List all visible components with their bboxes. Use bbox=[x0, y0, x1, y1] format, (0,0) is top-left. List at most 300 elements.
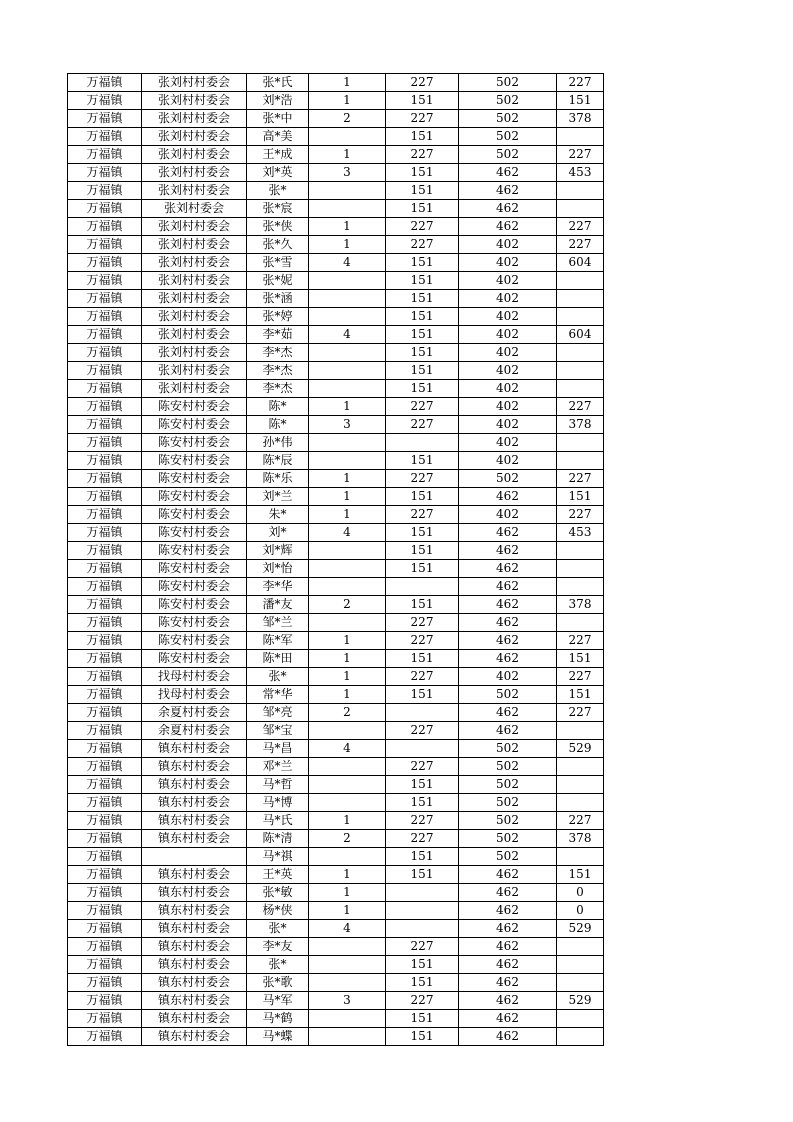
count-cell bbox=[309, 182, 386, 200]
amount-b-cell: 402 bbox=[459, 668, 557, 686]
town-cell: 万福镇 bbox=[68, 398, 142, 416]
amount-a-cell: 151 bbox=[386, 686, 459, 704]
subtotal-cell bbox=[557, 542, 604, 560]
subtotal-cell bbox=[557, 290, 604, 308]
amount-a-cell: 151 bbox=[386, 1028, 459, 1046]
amount-a-cell bbox=[386, 578, 459, 596]
subtotal-cell: 529 bbox=[557, 920, 604, 938]
subtotal-cell: 604 bbox=[557, 326, 604, 344]
amount-b-cell: 502 bbox=[459, 128, 557, 146]
table-row bbox=[68, 308, 604, 326]
name-cell: 张* bbox=[247, 668, 309, 686]
amount-a-cell: 151 bbox=[386, 1010, 459, 1028]
amount-a-cell: 227 bbox=[386, 614, 459, 632]
village-committee-cell: 镇东村村委会 bbox=[142, 1010, 247, 1028]
subtotal-cell bbox=[557, 308, 604, 326]
count-cell: 1 bbox=[309, 866, 386, 884]
village-committee-cell: 镇东村村委会 bbox=[142, 830, 247, 848]
subtotal-cell bbox=[557, 848, 604, 866]
name-cell: 刘*辉 bbox=[247, 542, 309, 560]
count-cell bbox=[309, 956, 386, 974]
amount-b-cell: 462 bbox=[459, 542, 557, 560]
name-cell: 刘* bbox=[247, 524, 309, 542]
amount-a-cell bbox=[386, 920, 459, 938]
subtotal-cell bbox=[557, 974, 604, 992]
amount-b-cell: 462 bbox=[459, 200, 557, 218]
village-committee-cell: 张刘村村委会 bbox=[142, 92, 247, 110]
town-cell: 万福镇 bbox=[68, 758, 142, 776]
village-committee-cell: 陈安村村委会 bbox=[142, 506, 247, 524]
amount-a-cell: 227 bbox=[386, 470, 459, 488]
amount-a-cell: 151 bbox=[386, 650, 459, 668]
table-row bbox=[68, 650, 604, 668]
count-cell: 1 bbox=[309, 650, 386, 668]
amount-a-cell: 151 bbox=[386, 524, 459, 542]
table-row bbox=[68, 992, 604, 1010]
amount-b-cell: 402 bbox=[459, 236, 557, 254]
amount-a-cell: 151 bbox=[386, 380, 459, 398]
amount-a-cell: 227 bbox=[386, 758, 459, 776]
amount-b-cell: 502 bbox=[459, 758, 557, 776]
subtotal-cell: 378 bbox=[557, 596, 604, 614]
village-committee-cell: 陈安村村委会 bbox=[142, 596, 247, 614]
name-cell: 陈* bbox=[247, 416, 309, 434]
name-cell: 邹*宝 bbox=[247, 722, 309, 740]
village-committee-cell: 陈安村村委会 bbox=[142, 560, 247, 578]
village-committee-cell: 余夏村村委会 bbox=[142, 704, 247, 722]
village-committee-cell: 镇东村村委会 bbox=[142, 956, 247, 974]
subtotal-cell: 529 bbox=[557, 740, 604, 758]
amount-a-cell: 151 bbox=[386, 290, 459, 308]
table-row bbox=[68, 704, 604, 722]
count-cell bbox=[309, 290, 386, 308]
town-cell: 万福镇 bbox=[68, 938, 142, 956]
amount-b-cell: 462 bbox=[459, 1010, 557, 1028]
subtotal-cell bbox=[557, 1028, 604, 1046]
table-row bbox=[68, 254, 604, 272]
table-row bbox=[68, 344, 604, 362]
count-cell: 1 bbox=[309, 632, 386, 650]
amount-b-cell: 402 bbox=[459, 308, 557, 326]
village-committee-cell: 找母村村委会 bbox=[142, 686, 247, 704]
count-cell: 3 bbox=[309, 416, 386, 434]
count-cell: 3 bbox=[309, 164, 386, 182]
table-row bbox=[68, 920, 604, 938]
town-cell: 万福镇 bbox=[68, 362, 142, 380]
subtotal-cell: 0 bbox=[557, 902, 604, 920]
amount-b-cell: 462 bbox=[459, 992, 557, 1010]
town-cell: 万福镇 bbox=[68, 236, 142, 254]
village-committee-cell: 镇东村村委会 bbox=[142, 794, 247, 812]
amount-b-cell: 462 bbox=[459, 632, 557, 650]
subtotal-cell bbox=[557, 794, 604, 812]
count-cell bbox=[309, 794, 386, 812]
amount-a-cell: 227 bbox=[386, 992, 459, 1010]
village-committee-cell: 张刘村村委会 bbox=[142, 236, 247, 254]
amount-b-cell: 402 bbox=[459, 380, 557, 398]
count-cell bbox=[309, 974, 386, 992]
table-row bbox=[68, 542, 604, 560]
table-row bbox=[68, 416, 604, 434]
amount-a-cell: 151 bbox=[386, 452, 459, 470]
village-committee-cell: 镇东村村委会 bbox=[142, 974, 247, 992]
village-committee-cell: 张刘村村委会 bbox=[142, 380, 247, 398]
town-cell: 万福镇 bbox=[68, 200, 142, 218]
count-cell bbox=[309, 542, 386, 560]
amount-b-cell: 462 bbox=[459, 866, 557, 884]
amount-a-cell: 227 bbox=[386, 398, 459, 416]
town-cell: 万福镇 bbox=[68, 470, 142, 488]
village-committee-cell: 陈安村村委会 bbox=[142, 578, 247, 596]
subtotal-cell bbox=[557, 1010, 604, 1028]
amount-b-cell: 462 bbox=[459, 956, 557, 974]
subtotal-cell: 453 bbox=[557, 164, 604, 182]
amount-b-cell: 402 bbox=[459, 452, 557, 470]
amount-b-cell: 462 bbox=[459, 560, 557, 578]
subtotal-cell: 227 bbox=[557, 668, 604, 686]
village-committee-cell: 镇东村村委会 bbox=[142, 992, 247, 1010]
table-row bbox=[68, 128, 604, 146]
village-committee-cell: 镇东村村委会 bbox=[142, 812, 247, 830]
subtotal-cell bbox=[557, 182, 604, 200]
amount-a-cell: 151 bbox=[386, 776, 459, 794]
amount-a-cell: 151 bbox=[386, 866, 459, 884]
name-cell: 王*英 bbox=[247, 866, 309, 884]
count-cell: 1 bbox=[309, 902, 386, 920]
table-row bbox=[68, 92, 604, 110]
amount-a-cell: 151 bbox=[386, 848, 459, 866]
subtotal-cell bbox=[557, 128, 604, 146]
amount-b-cell: 402 bbox=[459, 254, 557, 272]
village-committee-cell: 张刘村村委会 bbox=[142, 326, 247, 344]
subtotal-cell bbox=[557, 578, 604, 596]
village-committee-cell: 镇东村村委会 bbox=[142, 920, 247, 938]
table-row bbox=[68, 560, 604, 578]
town-cell: 万福镇 bbox=[68, 884, 142, 902]
amount-b-cell: 402 bbox=[459, 434, 557, 452]
name-cell: 刘*怡 bbox=[247, 560, 309, 578]
amount-b-cell: 502 bbox=[459, 776, 557, 794]
amount-a-cell: 227 bbox=[386, 506, 459, 524]
table-row bbox=[68, 74, 604, 92]
count-cell bbox=[309, 758, 386, 776]
amount-b-cell: 402 bbox=[459, 290, 557, 308]
data-table bbox=[67, 73, 604, 1046]
subtotal-cell: 227 bbox=[557, 506, 604, 524]
town-cell: 万福镇 bbox=[68, 866, 142, 884]
table-row bbox=[68, 830, 604, 848]
subtotal-cell bbox=[557, 344, 604, 362]
village-committee-cell: 张刘村村委会 bbox=[142, 128, 247, 146]
subtotal-cell: 227 bbox=[557, 470, 604, 488]
name-cell: 张* bbox=[247, 182, 309, 200]
subtotal-cell bbox=[557, 560, 604, 578]
village-committee-cell: 张刘村村委会 bbox=[142, 308, 247, 326]
name-cell: 杨*侠 bbox=[247, 902, 309, 920]
amount-a-cell: 227 bbox=[386, 218, 459, 236]
subtotal-cell: 227 bbox=[557, 632, 604, 650]
table-row bbox=[68, 398, 604, 416]
amount-b-cell: 402 bbox=[459, 272, 557, 290]
town-cell: 万福镇 bbox=[68, 632, 142, 650]
village-committee-cell: 找母村村委会 bbox=[142, 668, 247, 686]
count-cell bbox=[309, 128, 386, 146]
table-row bbox=[68, 164, 604, 182]
table-row bbox=[68, 1028, 604, 1046]
name-cell: 张*宸 bbox=[247, 200, 309, 218]
amount-a-cell bbox=[386, 884, 459, 902]
table-row bbox=[68, 1010, 604, 1028]
name-cell: 张*婷 bbox=[247, 308, 309, 326]
village-committee-cell: 镇东村村委会 bbox=[142, 866, 247, 884]
subtotal-cell bbox=[557, 614, 604, 632]
name-cell: 张*雪 bbox=[247, 254, 309, 272]
table-row bbox=[68, 236, 604, 254]
name-cell: 马*军 bbox=[247, 992, 309, 1010]
table-row bbox=[68, 506, 604, 524]
name-cell: 李*华 bbox=[247, 578, 309, 596]
town-cell: 万福镇 bbox=[68, 128, 142, 146]
table-row bbox=[68, 434, 604, 452]
town-cell: 万福镇 bbox=[68, 506, 142, 524]
table-body bbox=[68, 74, 604, 1046]
table-row bbox=[68, 956, 604, 974]
amount-a-cell: 227 bbox=[386, 110, 459, 128]
amount-b-cell: 462 bbox=[459, 920, 557, 938]
name-cell: 张*歌 bbox=[247, 974, 309, 992]
name-cell: 张*氏 bbox=[247, 74, 309, 92]
subtotal-cell: 378 bbox=[557, 110, 604, 128]
town-cell: 万福镇 bbox=[68, 686, 142, 704]
amount-b-cell: 462 bbox=[459, 218, 557, 236]
subtotal-cell bbox=[557, 776, 604, 794]
table-row bbox=[68, 578, 604, 596]
village-committee-cell: 陈安村村委会 bbox=[142, 398, 247, 416]
town-cell: 万福镇 bbox=[68, 650, 142, 668]
amount-b-cell: 462 bbox=[459, 938, 557, 956]
village-committee-cell: 张刘村村委会 bbox=[142, 218, 247, 236]
amount-a-cell: 151 bbox=[386, 560, 459, 578]
subtotal-cell bbox=[557, 362, 604, 380]
amount-b-cell: 402 bbox=[459, 416, 557, 434]
subtotal-cell: 529 bbox=[557, 992, 604, 1010]
town-cell: 万福镇 bbox=[68, 812, 142, 830]
table-row bbox=[68, 380, 604, 398]
village-committee-cell: 镇东村村委会 bbox=[142, 740, 247, 758]
table-row bbox=[68, 614, 604, 632]
amount-b-cell: 402 bbox=[459, 326, 557, 344]
name-cell: 陈*田 bbox=[247, 650, 309, 668]
table-row bbox=[68, 488, 604, 506]
town-cell: 万福镇 bbox=[68, 524, 142, 542]
amount-a-cell: 151 bbox=[386, 344, 459, 362]
name-cell: 马*氏 bbox=[247, 812, 309, 830]
village-committee-cell bbox=[142, 848, 247, 866]
count-cell: 4 bbox=[309, 920, 386, 938]
amount-b-cell: 462 bbox=[459, 722, 557, 740]
village-committee-cell: 陈安村村委会 bbox=[142, 434, 247, 452]
table-row bbox=[68, 290, 604, 308]
town-cell: 万福镇 bbox=[68, 596, 142, 614]
town-cell: 万福镇 bbox=[68, 902, 142, 920]
amount-b-cell: 462 bbox=[459, 596, 557, 614]
table-row bbox=[68, 794, 604, 812]
subtotal-cell bbox=[557, 380, 604, 398]
name-cell: 马*祺 bbox=[247, 848, 309, 866]
count-cell: 1 bbox=[309, 884, 386, 902]
count-cell: 1 bbox=[309, 668, 386, 686]
amount-a-cell: 227 bbox=[386, 812, 459, 830]
town-cell: 万福镇 bbox=[68, 74, 142, 92]
count-cell: 1 bbox=[309, 236, 386, 254]
village-committee-cell: 陈安村村委会 bbox=[142, 452, 247, 470]
town-cell: 万福镇 bbox=[68, 164, 142, 182]
name-cell: 高*美 bbox=[247, 128, 309, 146]
table-row bbox=[68, 776, 604, 794]
table-row bbox=[68, 452, 604, 470]
subtotal-cell bbox=[557, 956, 604, 974]
subtotal-cell: 227 bbox=[557, 218, 604, 236]
amount-a-cell: 227 bbox=[386, 632, 459, 650]
table-row bbox=[68, 740, 604, 758]
amount-b-cell: 402 bbox=[459, 362, 557, 380]
name-cell: 张*敏 bbox=[247, 884, 309, 902]
name-cell: 马*鹤 bbox=[247, 1010, 309, 1028]
subtotal-cell: 151 bbox=[557, 488, 604, 506]
amount-a-cell: 151 bbox=[386, 488, 459, 506]
subtotal-cell bbox=[557, 722, 604, 740]
town-cell: 万福镇 bbox=[68, 848, 142, 866]
town-cell: 万福镇 bbox=[68, 542, 142, 560]
village-committee-cell: 镇东村村委会 bbox=[142, 1028, 247, 1046]
village-committee-cell: 张刘村村委会 bbox=[142, 362, 247, 380]
town-cell: 万福镇 bbox=[68, 722, 142, 740]
village-committee-cell: 镇东村村委会 bbox=[142, 776, 247, 794]
amount-a-cell: 151 bbox=[386, 308, 459, 326]
count-cell: 1 bbox=[309, 398, 386, 416]
town-cell: 万福镇 bbox=[68, 452, 142, 470]
village-committee-cell: 张刘村村委会 bbox=[142, 272, 247, 290]
amount-b-cell: 462 bbox=[459, 902, 557, 920]
amount-a-cell: 151 bbox=[386, 362, 459, 380]
amount-a-cell: 151 bbox=[386, 182, 459, 200]
table-row bbox=[68, 866, 604, 884]
town-cell: 万福镇 bbox=[68, 92, 142, 110]
count-cell: 4 bbox=[309, 254, 386, 272]
count-cell bbox=[309, 380, 386, 398]
count-cell: 1 bbox=[309, 74, 386, 92]
town-cell: 万福镇 bbox=[68, 308, 142, 326]
table-row bbox=[68, 722, 604, 740]
subtotal-cell bbox=[557, 452, 604, 470]
name-cell: 潘*友 bbox=[247, 596, 309, 614]
village-committee-cell: 张刘村委会 bbox=[142, 200, 247, 218]
village-committee-cell: 陈安村村委会 bbox=[142, 632, 247, 650]
town-cell: 万福镇 bbox=[68, 992, 142, 1010]
village-committee-cell: 张刘村村委会 bbox=[142, 164, 247, 182]
name-cell: 邓*兰 bbox=[247, 758, 309, 776]
name-cell: 陈* bbox=[247, 398, 309, 416]
town-cell: 万福镇 bbox=[68, 146, 142, 164]
subtotal-cell: 378 bbox=[557, 416, 604, 434]
subtotal-cell: 227 bbox=[557, 704, 604, 722]
table-row bbox=[68, 686, 604, 704]
table-row bbox=[68, 326, 604, 344]
amount-b-cell: 462 bbox=[459, 164, 557, 182]
town-cell: 万福镇 bbox=[68, 272, 142, 290]
name-cell: 孙*伟 bbox=[247, 434, 309, 452]
count-cell bbox=[309, 722, 386, 740]
amount-a-cell: 151 bbox=[386, 326, 459, 344]
count-cell: 1 bbox=[309, 812, 386, 830]
table-row bbox=[68, 200, 604, 218]
village-committee-cell: 陈安村村委会 bbox=[142, 416, 247, 434]
count-cell bbox=[309, 200, 386, 218]
amount-a-cell: 227 bbox=[386, 830, 459, 848]
amount-b-cell: 402 bbox=[459, 398, 557, 416]
subtotal-cell: 151 bbox=[557, 92, 604, 110]
count-cell: 4 bbox=[309, 740, 386, 758]
village-committee-cell: 陈安村村委会 bbox=[142, 614, 247, 632]
count-cell bbox=[309, 1028, 386, 1046]
subtotal-cell bbox=[557, 272, 604, 290]
village-committee-cell: 陈安村村委会 bbox=[142, 488, 247, 506]
town-cell: 万福镇 bbox=[68, 974, 142, 992]
amount-a-cell: 151 bbox=[386, 596, 459, 614]
count-cell bbox=[309, 452, 386, 470]
count-cell bbox=[309, 938, 386, 956]
amount-a-cell: 227 bbox=[386, 416, 459, 434]
town-cell: 万福镇 bbox=[68, 794, 142, 812]
count-cell bbox=[309, 362, 386, 380]
table-row bbox=[68, 362, 604, 380]
subtotal-cell: 227 bbox=[557, 398, 604, 416]
count-cell bbox=[309, 560, 386, 578]
table-row bbox=[68, 758, 604, 776]
table-row bbox=[68, 182, 604, 200]
amount-a-cell: 227 bbox=[386, 74, 459, 92]
town-cell: 万福镇 bbox=[68, 182, 142, 200]
village-committee-cell: 张刘村村委会 bbox=[142, 110, 247, 128]
amount-a-cell: 227 bbox=[386, 236, 459, 254]
amount-b-cell: 462 bbox=[459, 578, 557, 596]
count-cell bbox=[309, 1010, 386, 1028]
town-cell: 万福镇 bbox=[68, 380, 142, 398]
town-cell: 万福镇 bbox=[68, 920, 142, 938]
amount-a-cell bbox=[386, 740, 459, 758]
town-cell: 万福镇 bbox=[68, 578, 142, 596]
town-cell: 万福镇 bbox=[68, 488, 142, 506]
town-cell: 万福镇 bbox=[68, 956, 142, 974]
amount-b-cell: 502 bbox=[459, 110, 557, 128]
subtotal-cell: 151 bbox=[557, 686, 604, 704]
town-cell: 万福镇 bbox=[68, 434, 142, 452]
amount-b-cell: 462 bbox=[459, 182, 557, 200]
subtotal-cell: 227 bbox=[557, 812, 604, 830]
subtotal-cell: 604 bbox=[557, 254, 604, 272]
table-row bbox=[68, 812, 604, 830]
village-committee-cell: 余夏村村委会 bbox=[142, 722, 247, 740]
name-cell: 张*久 bbox=[247, 236, 309, 254]
name-cell: 邹*亮 bbox=[247, 704, 309, 722]
subtotal-cell: 151 bbox=[557, 650, 604, 668]
count-cell: 3 bbox=[309, 992, 386, 1010]
amount-a-cell: 151 bbox=[386, 128, 459, 146]
amount-a-cell: 227 bbox=[386, 668, 459, 686]
amount-a-cell bbox=[386, 902, 459, 920]
subtotal-cell: 227 bbox=[557, 236, 604, 254]
town-cell: 万福镇 bbox=[68, 254, 142, 272]
